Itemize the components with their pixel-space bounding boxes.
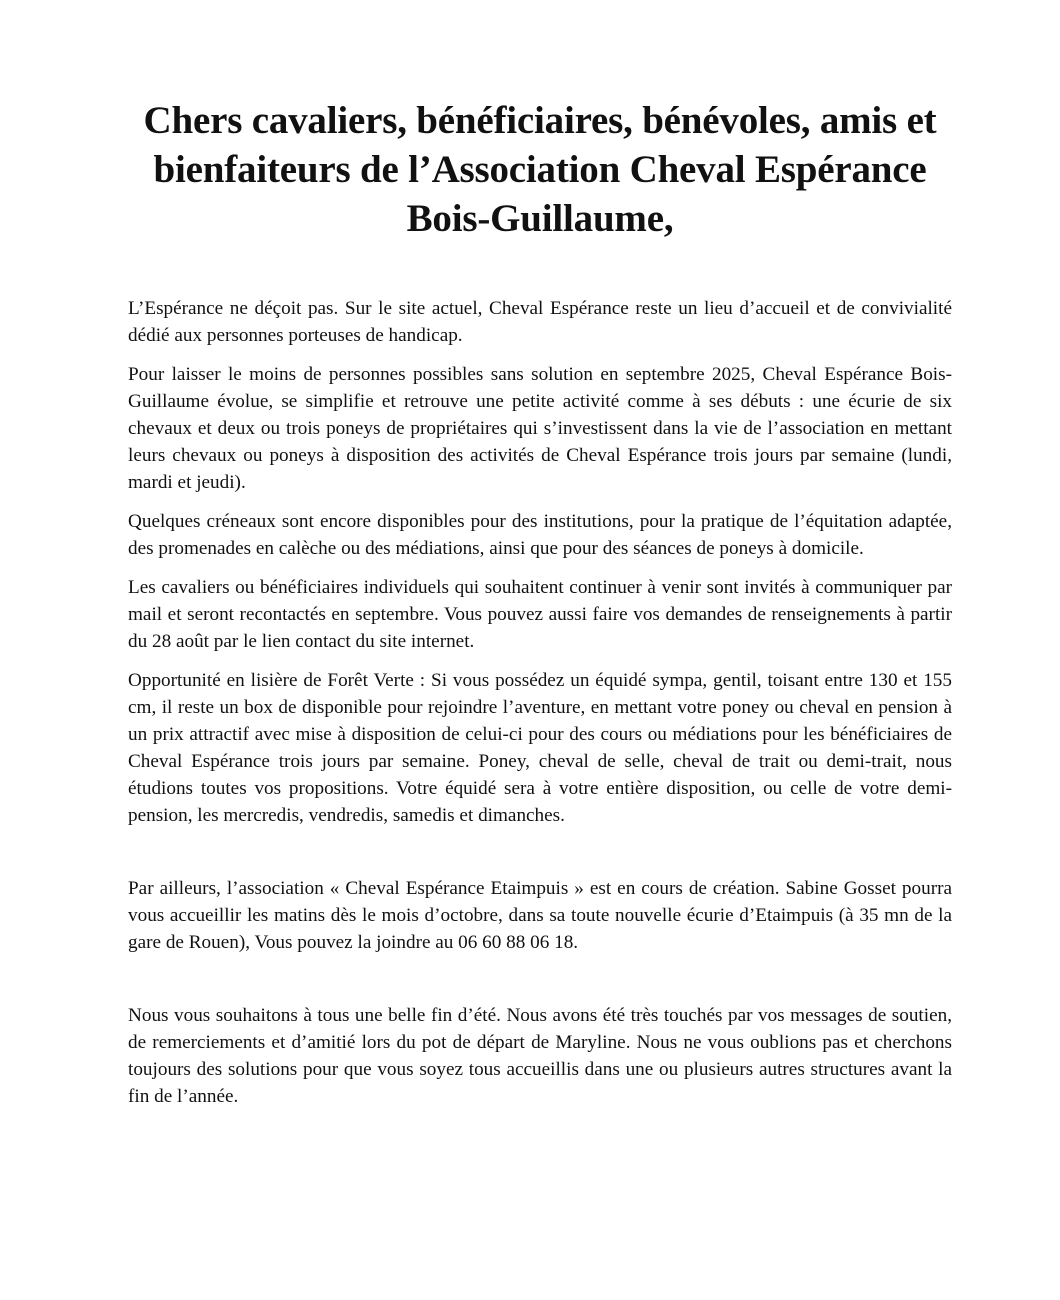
spacer — [128, 968, 952, 1002]
paragraph-evolution: Pour laisser le moins de personnes possibles sans solution en septembre 2025, Cheval Espérance Bois-Guillaume évolue, se simplifie et retrouve une petite activité comme à ses débuts : une écurie de six chevaux et deux ou trois poneys de propriétaires qui s’investissent dans la vie de l’association en mettant leurs chevaux ou poneys à disposition des activités de Cheval Espérance trois jours par semaine (lundi, mardi et jeudi). — [128, 364, 952, 493]
letter-body — [128, 295, 952, 1110]
paragraph-opportunity: Opportunité en lisière de Forêt Verte : Si vous possédez un équidé sympa, gentil, toisant entre 130 et 155 cm, il reste un box de disponible pour rejoindre l’aventure, en mettant votre poney ou cheval en pension à un prix attractif avec mise à disposition de celui-ci pour des cours ou médiations pour les bénéficiaires de Cheval Espérance trois jours par semaine. Poney, cheval de selle, cheval de trait ou demi-trait, nous étudions toutes vos propositions. Votre équidé sera à votre entière disposition, ou celle de votre demi-pension, les mercredis, vendredis, samedis et dimanches. — [128, 670, 952, 826]
paragraph-slots: Quelques créneaux sont encore disponibles pour des institutions, pour la pratique de l’équitation adaptée, des promenades en calèche ou des médiations, ainsi que pour des séances de poneys à domicile. — [128, 511, 952, 559]
spacer — [128, 841, 952, 875]
paragraph-closing: Nous vous souhaitons à tous une belle fin d’été. Nous avons été très touchés par vos messages de soutien, de remerciements et d’amitié lors du pot de départ de Maryline. Nous ne vous oublions pas et cherchons toujours des solutions pour que vous soyez tous accueillis dans une ou plusieurs autres structures avant la fin de l’année. — [128, 1005, 952, 1107]
paragraph-individuals: Les cavaliers ou bénéficiaires individuels qui souhaitent continuer à venir sont invités à communiquer par mail et seront recontactés en septembre. Vous pouvez aussi faire vos demandes de renseignements à partir du 28 août par le lien contact du site internet. — [128, 577, 952, 652]
paragraph-etaimpuis: Par ailleurs, l’association « Cheval Espérance Etaimpuis » est en cours de création. Sabine Gosset pourra vous accueillir les matins dès le mois d’octobre, dans sa toute nouvelle écurie d’Etaimpuis (à 35 mn de la gare de Rouen), Vous pouvez la joindre au 06 60 88 06 18. — [128, 878, 952, 953]
letter-title: Chers cavaliers, bénéficiaires, bénévoles, amis et bienfaiteurs de l’Association Cheval Espérance Bois-Guillaume, — [143, 99, 937, 240]
paragraph-intro: L’Espérance ne déçoit pas. Sur le site actuel, Cheval Espérance reste un lieu d’accueil et de convivialité dédié aux personnes porteuses de handicap. — [128, 298, 952, 346]
letter-page — [128, 96, 952, 1122]
